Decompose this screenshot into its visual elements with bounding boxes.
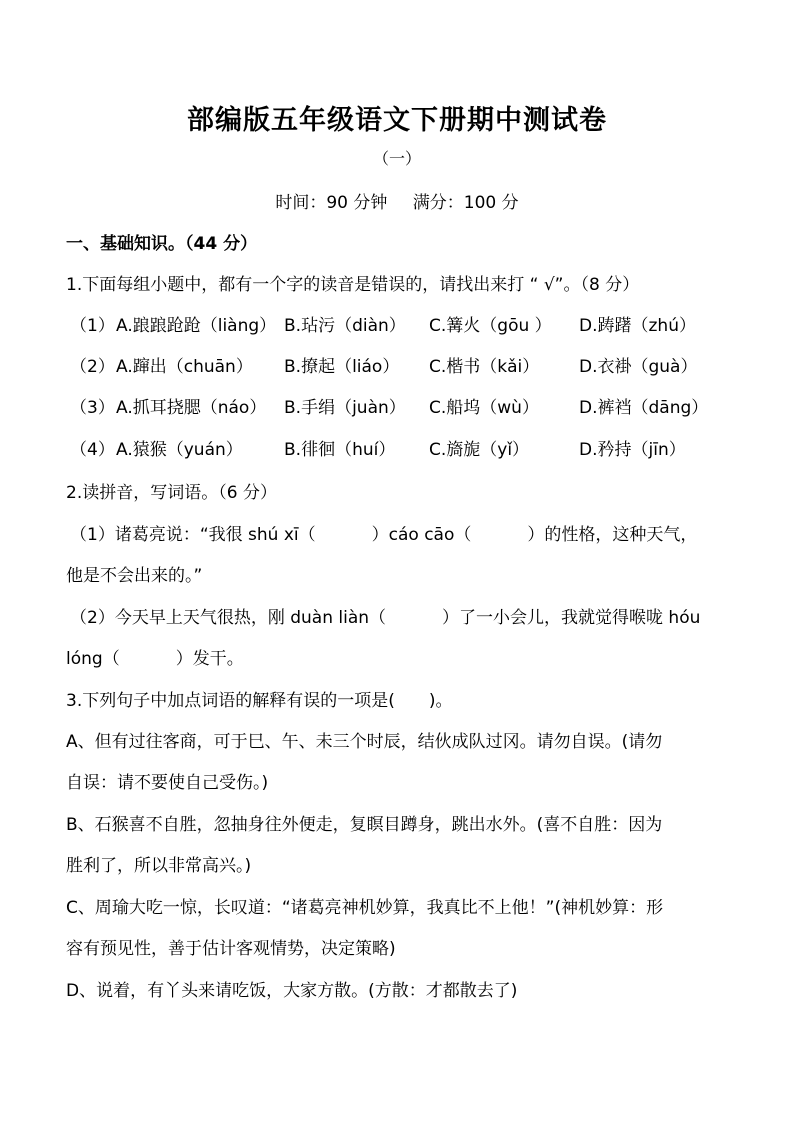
exam-meta [0, 188, 794, 213]
q3-option-d-line-1: D、说着，有丫头来请吃饭，大家方散。(方散：才都散去了) [66, 981, 518, 1001]
q3-option-a-line-1: A、但有过往客商，可于巳、午、未三个时辰，结伙成队过冈。请勿自误。(请勿 [66, 732, 663, 752]
option-c: C.船坞（wù） [429, 398, 539, 418]
q2-part-1-cont: 他是不会出来的。” [66, 566, 203, 586]
section-heading: 一、基础知识。（44 分） [66, 234, 258, 254]
option-c: C.旖旎（yǐ） [429, 440, 530, 460]
q3-option-b-line-1: B、石猴喜不自胜，忽抽身往外便走，复瞑目蹲身，跳出水外。(喜不自胜：因为 [66, 815, 663, 835]
q3-option-c-line-1: C、周瑜大吃一惊，长叹道：“诸葛亮神机妙算，我真比不上他！”(神机妙算：形 [66, 898, 664, 918]
q2-part-1 [70, 523, 750, 547]
q1-stem: 1.下面每组小题中，都有一个字的读音是错误的，请找出来打 “ √”。（8 分） [66, 275, 640, 295]
option-d: D.衣褂（guà） [579, 357, 698, 377]
q2-p1-text-b: ）cáo cāo（ [371, 525, 472, 545]
option-a: A.踉踉跄跄（liàng） [116, 316, 277, 336]
time-limit: 时间：90 分钟 [275, 193, 388, 213]
q1-row-4 [70, 438, 750, 462]
q2-p2-text-d: ）发干。 [175, 649, 244, 669]
q2-p1-text-a: （1）诸葛亮说：“我很 shú xī（ [70, 525, 316, 545]
option-d: D.裤裆（dāng） [579, 398, 709, 418]
row-number: （3） [70, 398, 115, 418]
q2-stem: 2.读拼音，写词语。（6 分） [66, 483, 277, 503]
q3-stem: 3.下列句子中加点词语的解释有误的一项是( )。 [66, 691, 453, 711]
option-c: C.篝火（gōu ） [429, 316, 552, 336]
option-a: A.抓耳挠腮（náo） [116, 398, 267, 418]
row-number: （1） [70, 316, 115, 336]
q2-part-2-cont [66, 647, 746, 671]
q2-p2-text-c: lóng（ [66, 649, 120, 669]
option-b: B.徘徊（huí） [284, 440, 396, 460]
q3-option-b-line-2: 胜利了，所以非常高兴。) [66, 856, 252, 876]
q1-row-2 [70, 355, 750, 379]
option-b: B.玷污（diàn） [284, 316, 406, 336]
q2-part-2 [70, 606, 750, 630]
q3-option-a-line-2: 自误：请不要使自己受伤。) [66, 773, 269, 793]
option-c: C.楷书（kǎi） [429, 357, 540, 377]
option-b: B.撩起（liáo） [284, 357, 400, 377]
row-number: （4） [70, 440, 115, 460]
option-b: B.手绢（juàn） [284, 398, 406, 418]
q1-row-1 [70, 314, 750, 338]
q2-p2-text-b: ）了一小会儿，我就觉得喉咙 hóu [442, 608, 701, 628]
page-subtitle: （一） [372, 149, 421, 168]
option-a: A.蹿出（chuān） [116, 357, 253, 377]
option-a: A.猿猴（yuán） [116, 440, 243, 460]
option-d: D.矜持（jīn） [579, 440, 686, 460]
q3-option-c-line-2: 容有预见性，善于估计客观情势，决定策略) [66, 939, 396, 959]
page-title: 部编版五年级语文下册期中测试卷 [187, 105, 607, 136]
q2-p1-text-c: ）的性格，这种天气， [527, 525, 698, 545]
full-score: 满分：100 分 [412, 193, 519, 213]
q2-p2-text-a: （2）今天早上天气很热，刚 duàn liàn（ [70, 608, 387, 628]
row-number: （2） [70, 357, 115, 377]
q1-row-3 [70, 396, 750, 420]
option-d: D.踌躇（zhú） [579, 316, 696, 336]
